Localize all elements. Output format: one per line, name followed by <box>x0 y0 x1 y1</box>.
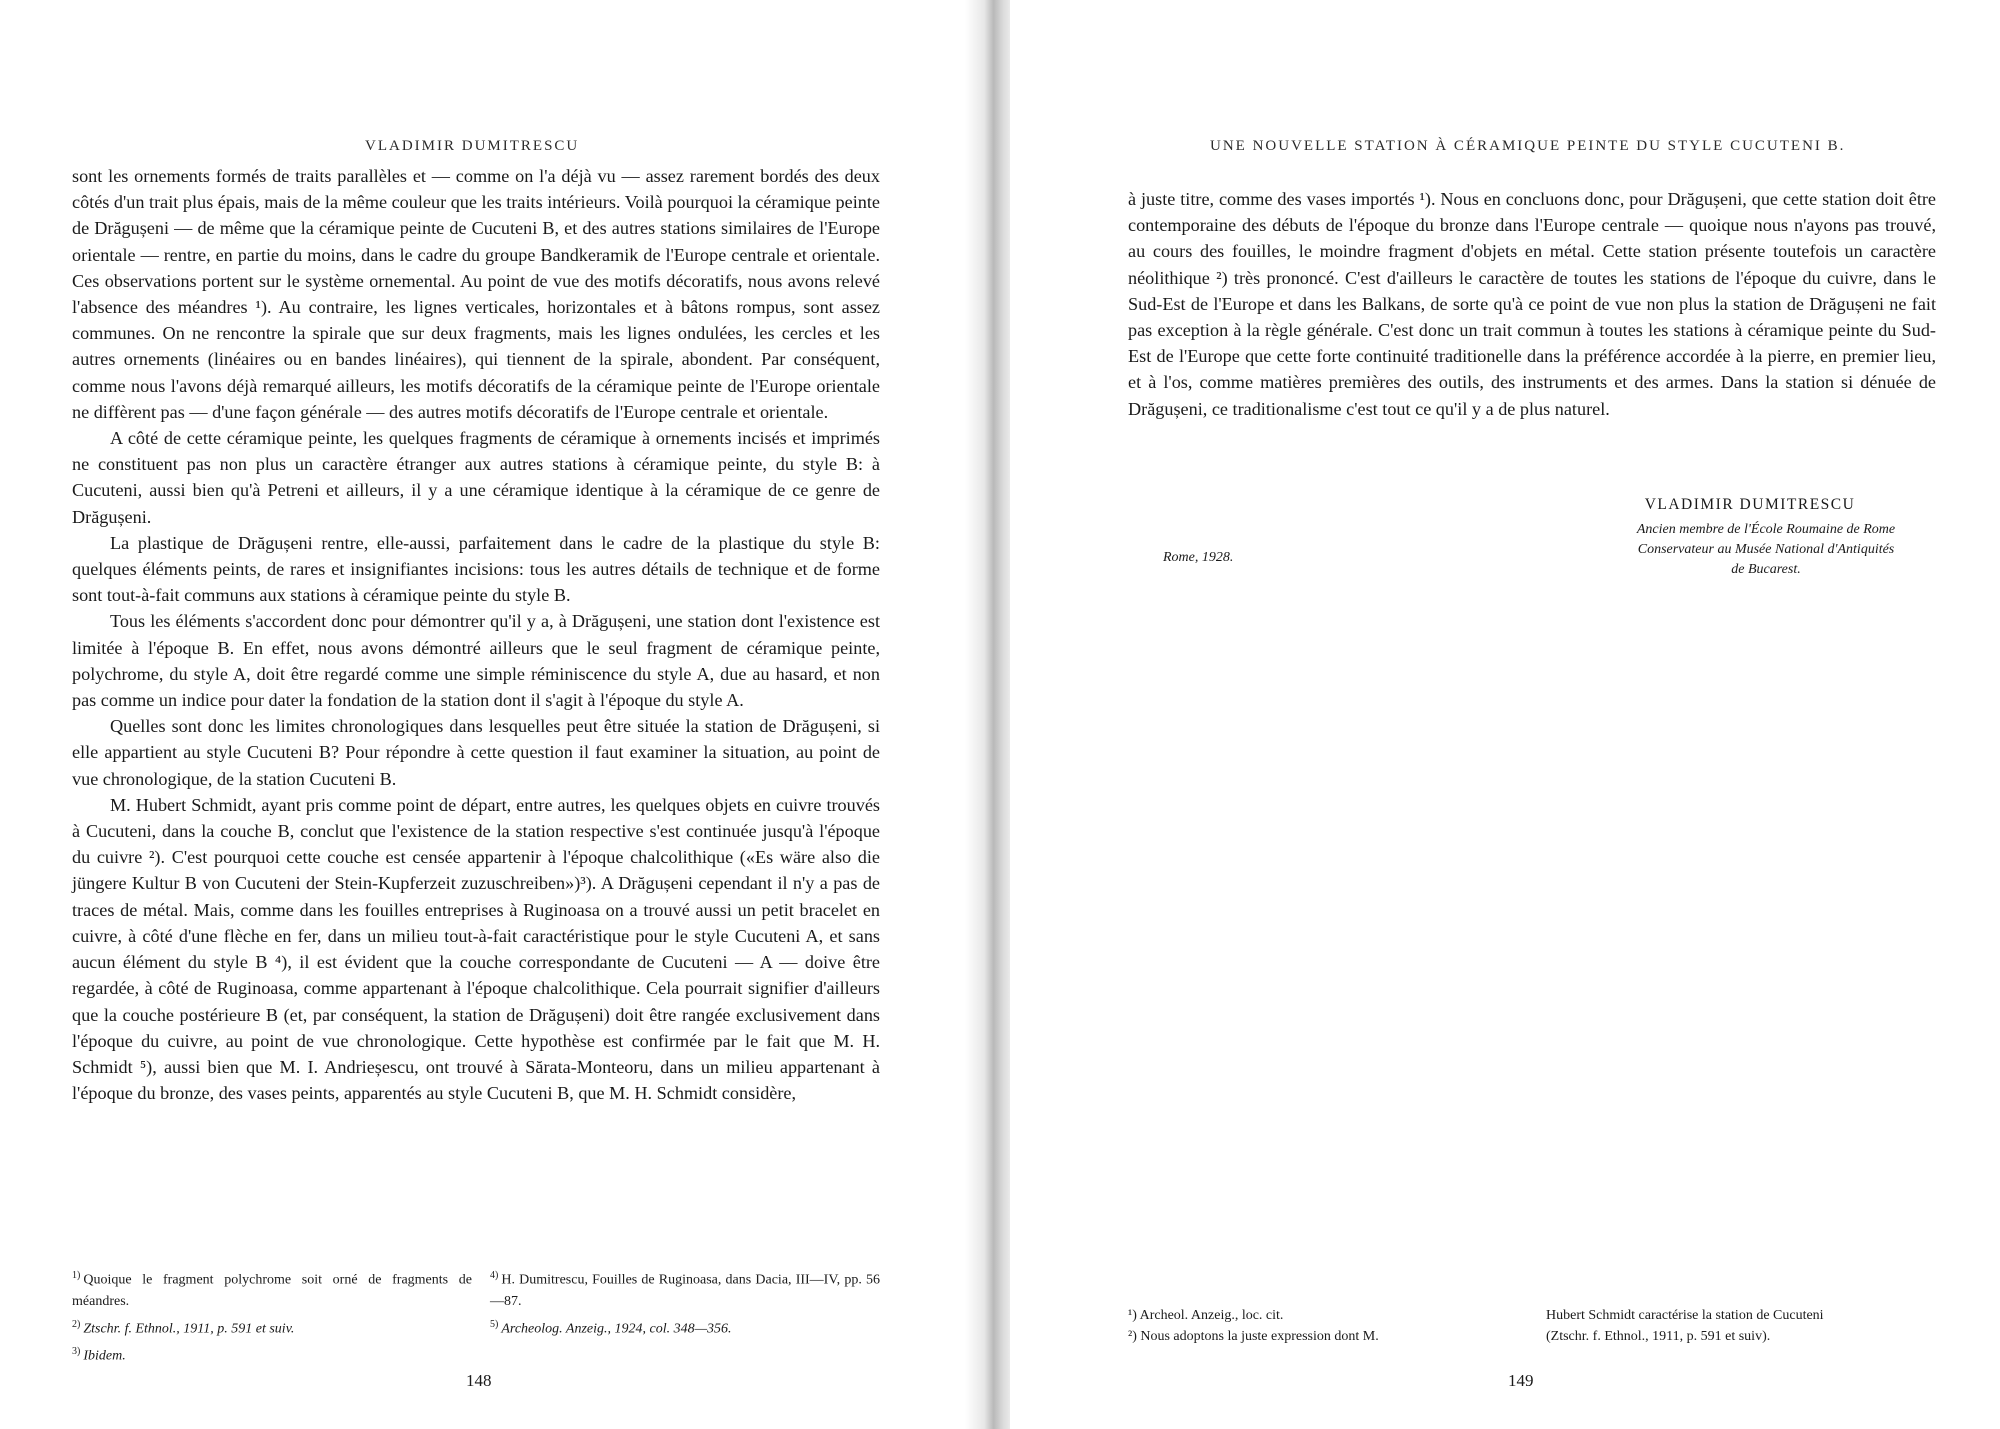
footnote-line <box>1128 1305 1936 1326</box>
paragraph: M. Hubert Schmidt, ayant pris comme point de départ, entre autres, les quelques objets en cuivre trouvés à Cucuteni, dans la couche B, conclut que l'existence de la station respective s'est continuée jusqu'à l'époque du cuivre ²). C'est pourquoi cette couche est censée appartenir à l'époque chalcolithique («Es wäre also die jüngere Kultur B von Cucuteni der Stein-Kupferzeit zuzuschreiben»)³). A Drăgușeni cependant il n'y a pas de traces de métal. Mais, comme dans les fouilles entreprises à Ruginoasa on a trouvé aussi un petit bracelet en cuivre, à côté d'une flèche en fer, dans un milieu tout-à-fait caractéristique pour le style Cucuteni A, et sans aucun élément du style B ⁴), il est évident que la couche correspondante de Cucuteni — A — doive être regardée, à côté de Ruginoasa, comme appartenant à l'époque chalcolithique. Cela pourrait signifier d'ailleurs que la couche postérieure B (et, par conséquent, la station de Drăgușeni) doit être rangée exclusivement dans l'époque du cuivre, au point de vue chronologique. Cette hypothèse est confirmée par le fait que M. H. Schmidt ⁵), aussi bien que M. I. Andrieșescu, ont trouvé à Sărata-Monteoru, dans un milieu appartenant à l'époque du bronze, des vases peints, apparentés au style Cucuteni B, que M. H. Schmidt considère, <box>72 794 880 1104</box>
affiliation-line: de Bucarest. <box>1731 562 1801 577</box>
footnotes <box>1128 1305 1936 1347</box>
footnote-mark: 1) <box>72 1270 81 1281</box>
page-number: 148 <box>466 1371 492 1390</box>
footnote <box>490 1314 880 1340</box>
paragraph: à juste titre, comme des vases importés ¹). Nous en concluons donc, pour Drăgușeni, que cette station doit être contemporaine des débuts de l'époque du bronze dans l'Europe centrale — quoique nous n'ayons pas trouvé, au cours des fouilles, le moindre fragment d'objets en métal. Cette station présente toutefois un caractère néolithique ²) très prononcé. C'est d'ailleurs le caractère de toutes les stations de l'époque du cuivre, dans le Sud-Est de l'Europe et dans les Balkans, de sorte qu'à ce point de vue non plus la station de Drăgușeni ne fait pas exception à la règle générale. C'est donc un trait commun à toutes les stations à céramique peinte du Sud-Est de l'Europe que cette forte continuité traditionelle dans la préférence accordée à la pierre, en premier lieu, et à l'os, comme matières premières des outils, des instruments et des armes. Dans la station si dénuée de Drăgușeni, ce traditionalisme c'est tout ce qu'il y a de plus naturel. <box>1128 189 1936 419</box>
page-number: 149 <box>1508 1371 1534 1390</box>
footnote <box>72 1314 472 1340</box>
paragraph: A côté de cette céramique peinte, les quelques fragments de céramique à ornements incisés et imprimés ne constituent pas non plus un caractère étranger aux autres stations à céramique peinte, du style B: à Cucuteni, aussi bien qu'à Petreni et ailleurs, il y a une céramique identique à la céramique de ce genre de Drăgușeni. <box>72 428 880 527</box>
footnote-text: Archeolog. Anzeig., 1924, col. 348—356. <box>501 1321 732 1337</box>
footnote-mark: 3) <box>72 1346 81 1358</box>
footnote <box>72 1341 472 1367</box>
left-page <box>0 0 985 1429</box>
footnote-text: ¹) Archeol. Anzeig., loc. cit. <box>1128 1308 1284 1323</box>
right-page <box>1010 0 2000 1429</box>
place-date: Rome, 1928. <box>1163 550 1234 565</box>
footnote-text: H. Dumitrescu, Fouilles de Ruginoasa, dans Dacia, III—IV, pp. 56—87. <box>490 1272 880 1309</box>
body-text <box>72 163 880 1106</box>
footnote-text: (Ztschr. f. Ethnol., 1911, p. 591 et suiv). <box>1546 1329 1771 1344</box>
affiliation-line: Conservateur au Musée National d'Antiquités <box>1637 542 1895 557</box>
author-name: VLADIMIR DUMITRESCU <box>1644 496 1856 513</box>
footnote <box>72 1265 472 1312</box>
author-signature-block <box>1128 492 1936 577</box>
running-head: VLADIMIR DUMITRESCU <box>365 138 580 154</box>
footnote-mark: 4) <box>490 1270 499 1281</box>
footnote-text: Ibidem. <box>83 1348 126 1364</box>
footnote <box>490 1265 880 1312</box>
footnote-line <box>1128 1326 1936 1347</box>
affiliation-line: Ancien membre de l'École Roumaine de Rome <box>1636 522 1896 537</box>
footnote-mark: 2) <box>72 1318 81 1330</box>
paragraph: La plastique de Drăgușeni rentre, elle-aussi, parfaitement dans le cadre de la plastique du style B: quelques éléments peints, de rares et insignifiantes incisions: tous les autres détails de technique et de forme sont tout-à-fait communs aux stations à céramique peinte du style B. <box>72 532 880 606</box>
footnote-mark: 5) <box>490 1318 499 1330</box>
footnote-text: Hubert Schmidt caractérise la station de Cucuteni <box>1546 1308 1824 1323</box>
footnote-text: ²) Nous adoptons la juste expression dont M. <box>1128 1329 1379 1344</box>
paragraph: Quelles sont donc les limites chronologiques dans lesquelles peut être située la station de Drăgușeni, si elle appartient au style Cucuteni B? Pour répondre à cette question il faut examiner la situation, au point de vue chronologique, de la station Cucuteni B. <box>72 716 880 789</box>
footnote-column <box>490 1265 880 1341</box>
body-text <box>1128 186 1936 422</box>
footnote-text: Quoique le fragment polychrome soit orné de fragments de méandres. <box>72 1272 472 1309</box>
footnote-column <box>72 1265 472 1369</box>
author-affiliation <box>1596 520 1936 580</box>
paragraph: sont les ornements formés de traits parallèles et — comme on l'a déjà vu — assez rarement bordés des deux côtés d'un trait plus épais, mais de la même couleur que les traits intérieurs. Voilà pourquoi la céramique peinte de Drăgușeni — de même que la céramique peinte de Cucuteni B, et des autres stations similaires de l'Europe orientale — rentre, en partie du moins, dans le cadre du groupe Bandkeramik de l'Europe centrale et orientale. Ces observations portent sur le système ornemental. Au point de vue des motifs décoratifs, nous avons relevé l'absence des méandres ¹). Au contraire, les lignes verticales, horizontales et à bâtons rompus, sont assez communes. On ne rencontre la spirale que sur deux fragments, mais les lignes ondulées, les cercles et les autres ornements (linéaires ou en bandes linéaires), qui tiennent de la spirale, abondent. Par conséquent, comme nous l'avons déjà remarqué ailleurs, les motifs décoratifs de la céramique peinte de l'Europe orientale ne diffèrent pas — d'une façon générale — des autres motifs décoratifs de l'Europe centrale et orientale. <box>72 166 880 422</box>
footnote-text: Ztschr. f. Ethnol., 1911, p. 591 et suiv. <box>83 1321 295 1337</box>
running-head: UNE NOUVELLE STATION À CÉRAMIQUE PEINTE DU STYLE CUCUTENI B. <box>1210 138 1846 154</box>
paragraph: Tous les éléments s'accordent donc pour démontrer qu'il y a, à Drăgușeni, une station dont l'existence est limitée à l'époque B. En effet, nous avons démontré ailleurs que le seul fragment de céramique peinte, polychrome, du style A, doit être regardé comme une simple réminiscence du style A, due au hasard, et non pas comme un indice pour dater la fondation de la station dont il s'agit à l'époque du style A. <box>72 611 880 711</box>
